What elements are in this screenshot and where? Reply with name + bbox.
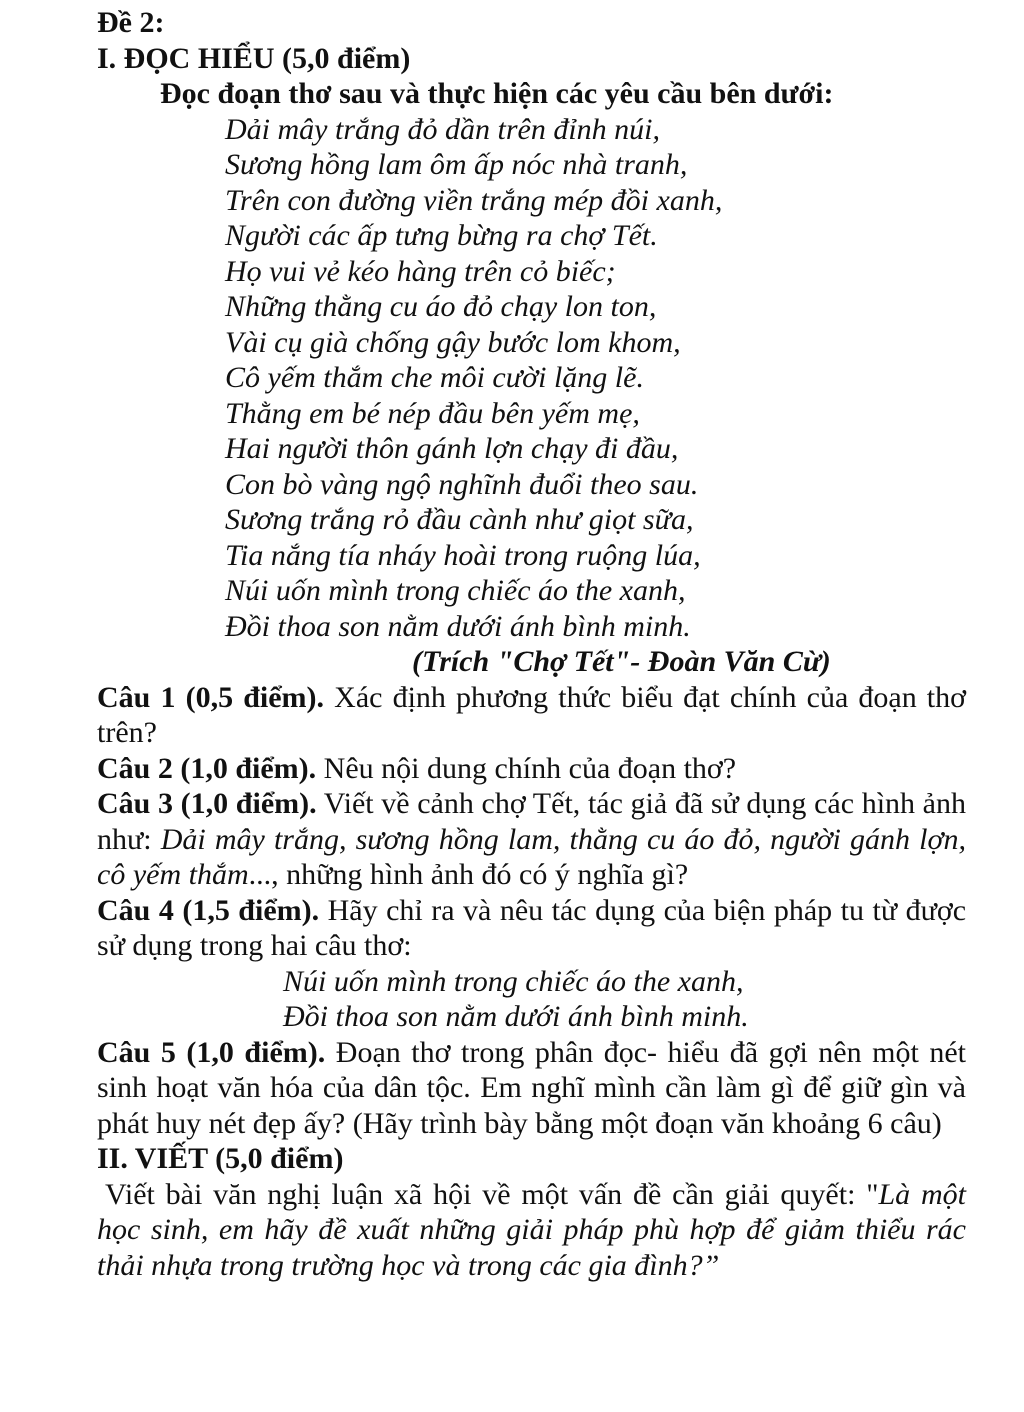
question-1 xyxy=(97,680,966,751)
poem-line: Sương trắng rỏ đầu cành như giọt sữa, xyxy=(225,503,694,536)
question-text: Nêu nội dung chính của đoạn thơ? xyxy=(323,751,737,785)
poem-line: Trên con đường viền trắng mép đồi xanh, xyxy=(225,183,723,217)
poem-line: Dải mây trắng đỏ dần trên đỉnh núi, xyxy=(225,112,660,146)
poem-line: Tia nắng tía nháy hoài trong ruộng lúa, xyxy=(225,538,701,572)
poem-line: Cô yếm thắm che môi cười lặng lẽ. xyxy=(225,361,644,394)
question-text-italic: Dải mây trắng, sương hồng lam, thằng cu áo đỏ, người gánh lợn, cô yếm thắm xyxy=(97,822,966,891)
quote-line: Đồi thoa son nằm dưới ánh bình minh. xyxy=(283,1000,749,1033)
question-text: Xác định phương thức biểu đạt chính của đoạn thơ trên? xyxy=(97,680,967,749)
question-text: Đoạn thơ trong phân đọc- hiểu đã gợi nên một nét sinh hoạt văn hóa của dân tộc. Em nghĩ mình cần làm gì để giữ gìn và phát huy nét đẹp ấy? (Hãy trình bày bằng một đoạn văn khoảng 6 câu) xyxy=(97,1035,966,1140)
question-text: ..., những hình ảnh đó có ý nghĩa gì? xyxy=(248,858,689,891)
poem-line: Thằng em bé nép đầu bên yếm mẹ, xyxy=(225,396,640,430)
poem-line: Con bò vàng ngộ nghĩnh đuổi theo sau. xyxy=(225,467,699,501)
prompt-intro: Viết bài văn nghị luận xã hội về một vấn đề cần giải quyết: " xyxy=(105,1177,879,1211)
quote-line: Núi uốn mình trong chiếc áo the xanh, xyxy=(283,964,744,998)
question-label: Câu 4 (1,5 điểm). xyxy=(97,893,320,927)
question-label: Câu 2 (1,0 điểm). xyxy=(97,751,317,785)
poem-line: Sương hồng lam ôm ấp nóc nhà tranh, xyxy=(225,148,688,181)
question-3 xyxy=(97,786,966,893)
question-label: Câu 1 (0,5 điểm). xyxy=(97,680,325,714)
question-5 xyxy=(97,1035,966,1142)
reading-instruction: Đọc đoạn thơ sau và thực hiện các yêu cầu bên dưới: xyxy=(160,77,834,110)
section-heading-reading: I. ĐỌC HIỂU (5,0 điểm) xyxy=(97,41,411,75)
poem-line: Người các ấp tưng bừng ra chợ Tết. xyxy=(225,219,658,252)
question-label: Câu 3 (1,0 điểm). xyxy=(97,787,317,820)
question-text: Viết về cảnh chợ Tết, tác giả đã sử dụng các hình ảnh như: xyxy=(97,787,966,856)
poem xyxy=(97,112,966,645)
question-label: Câu 5 (1,0 điểm). xyxy=(97,1035,326,1069)
prompt-quote: Là một học sinh, em hãy đề xuất những giải pháp phù hợp để giảm thiểu rác thải nhựa trong trường học và trong các gia đình?” xyxy=(97,1177,966,1282)
question-4-quote xyxy=(97,964,966,1035)
poem-line: Những thằng cu áo đỏ chạy lon ton, xyxy=(225,290,657,323)
poem-line: Đồi thoa son nằm dưới ánh bình minh. xyxy=(225,609,691,643)
writing-prompt xyxy=(97,1177,966,1284)
section-heading-writing: II. VIẾT (5,0 điểm) xyxy=(97,1142,344,1175)
poem-line: Hai người thôn gánh lợn chạy đi đầu, xyxy=(225,432,679,465)
poem-line: Vài cụ già chống gậy bước lom khom, xyxy=(225,325,681,359)
poem-line: Họ vui vẻ kéo hàng trên cỏ biếc; xyxy=(225,254,616,288)
question-2 xyxy=(97,751,966,787)
question-4 xyxy=(97,893,966,964)
question-text: Hãy chỉ ra và nêu tác dụng của biện pháp tu từ được sử dụng trong hai câu thơ: xyxy=(97,893,967,962)
poem-line: Núi uốn mình trong chiếc áo the xanh, xyxy=(225,574,686,607)
poem-attribution: (Trích "Chợ Tết"- Đoàn Văn Cừ) xyxy=(412,645,831,678)
doc-title: Đề 2: xyxy=(97,6,165,39)
